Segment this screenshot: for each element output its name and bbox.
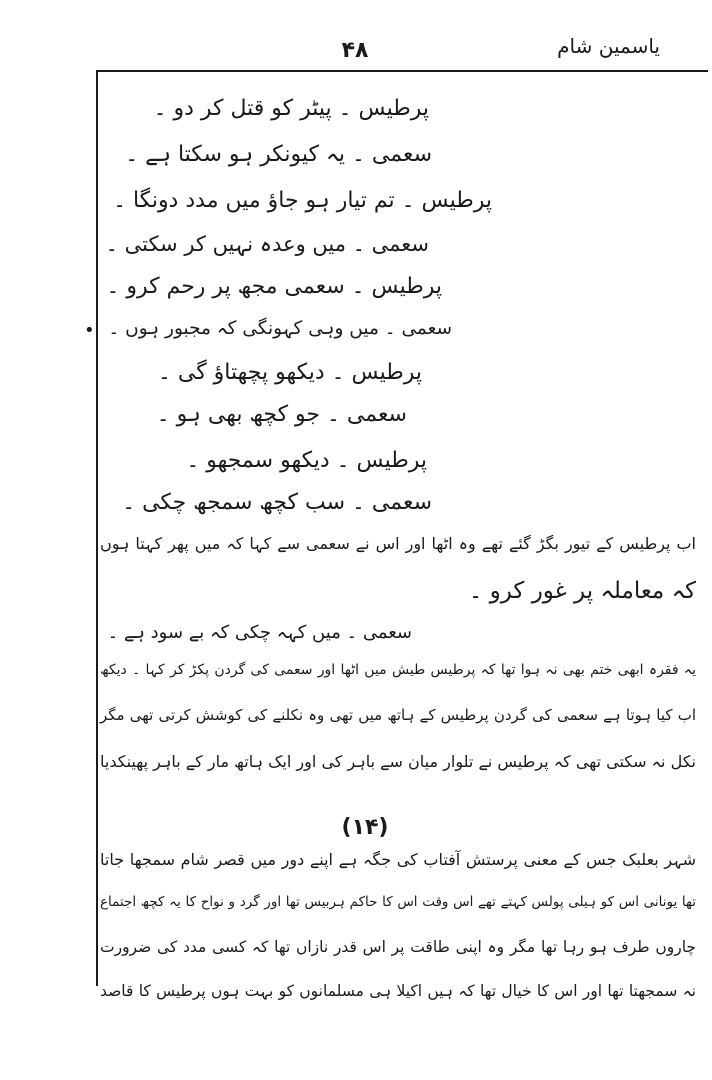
paragraph-line: نہ سمجھتا تھا اور اس کا خیال تھا کہ ہیں اکیلا ہی مسلمانوں کو بہت ہوں پرطیس کا قاصد	[100, 982, 696, 1000]
dialogue-line: سعمی ۔ سب کچھ سمجھ چکی ۔	[122, 490, 432, 515]
paragraph-line: اب پرطیس کے تیور بگڑ گئے تھے وہ اٹھا اور اس نے سعمی سے کہا کہ میں پھر کہتا ہوں	[100, 534, 696, 553]
dialogue-line: سعمی ۔ میں وہی کہونگی کہ مجبور ہوں ۔	[108, 318, 452, 339]
margin-mark: •	[84, 320, 95, 341]
paragraph-line: چاروں طرف ہو رہا تھا مگر وہ اپنی طاقت پر اس قدر نازاں تھا کہ کسی مدد کی ضرورت	[100, 938, 696, 956]
dialogue-line: پرطیس ۔ دیکھو سمجھو ۔	[186, 448, 427, 473]
paragraph-line: شہر بعلبک جس کے معنی پرستش آفتاب کی جگہ ہے اپنے دور میں قصر شام سمجھا جاتا	[100, 850, 696, 869]
page-number: ۴۸	[341, 38, 369, 63]
dialogue-line: سعمی ۔ میں وعدہ نہیں کر سکتی ۔	[105, 232, 429, 256]
paragraph-line: نکل نہ سکتی تھی کہ پرطیس نے تلوار میان سے باہر کی اور ایک ہاتھ مار کے باہر پھینکدیا	[100, 752, 696, 771]
running-header-title: یاسمین شام	[557, 34, 660, 58]
dialogue-line: سعمی ۔ یہ کیونکر ہو سکتا ہے ۔	[125, 142, 432, 167]
paragraph-line: کہ معاملہ پر غور کرو ۔	[468, 578, 696, 604]
dialogue-line: پرطیس ۔ پیٹر کو قتل کر دو ۔	[153, 96, 429, 121]
dialogue-line: سعمی ۔ جو کچھ بھی ہو ۔	[156, 402, 407, 427]
dialogue-line: پرطیس ۔ دیکھو پچھتاؤ گی ۔	[157, 360, 422, 385]
paragraph-line: یہ فقرہ ابھی ختم بھی نہ ہوا تھا کہ پرطیس طیش میں اٹھا اور سعمی کی گردن پکڑ کر کہا ۔ دیکھ	[100, 662, 696, 678]
dialogue-line: سعمی ۔ میں کہہ چکی کہ بے سود ہے ۔	[107, 622, 412, 643]
section-number: (۱۴)	[341, 815, 389, 840]
dialogue-line: پرطیس ۔ سعمی مجھ پر رحم کرو ۔	[106, 274, 442, 299]
paragraph-line: تھا یونانی اس کو ہیلی پولس کہتے تھے اس وقت اس کا حاکم ہربیس تھا اور گرد و نواح کا یہ کچھ اجتماع	[100, 894, 696, 910]
dialogue-line: پرطیس ۔ تم تیار ہو جاؤ میں مدد دونگا ۔	[113, 188, 492, 213]
paragraph-line: اب کیا ہوتا ہے سعمی کی گردن پرطیس کے ہاتھ میں تھی وہ نکلنے کی کوشش کرتی تھی مگر	[100, 706, 696, 724]
